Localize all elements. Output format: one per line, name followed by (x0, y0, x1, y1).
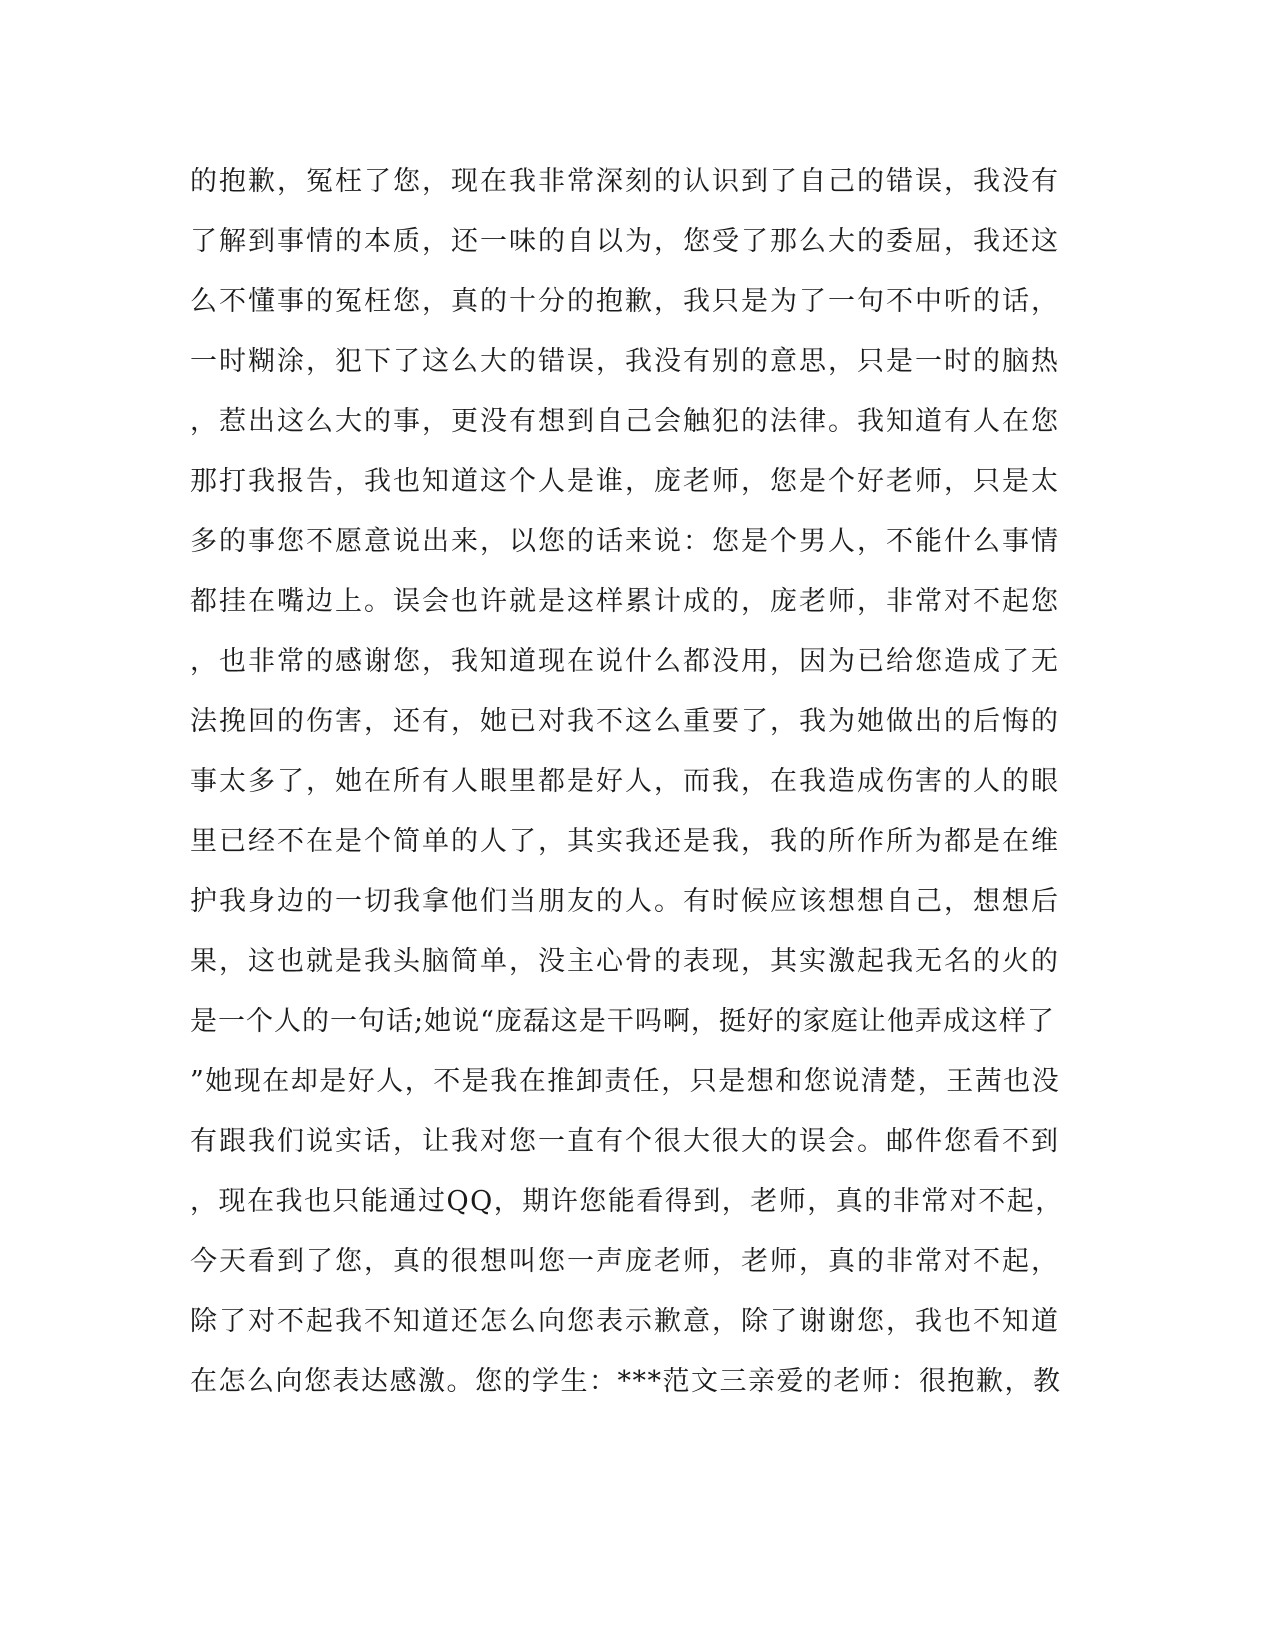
text-line-8: 都挂在嘴边上。误会也许就是这样累计成的，庞老师，非常对不起您 (190, 586, 1060, 617)
text-line-18: ，现在我也只能通过QQ，期许您能看得到，老师，真的非常对不起， (190, 1186, 1064, 1217)
letter-body (190, 162, 1070, 1422)
text-line-12: 里已经不在是个简单的人了，其实我还是我，我的所作所为都是在维 (190, 826, 1060, 857)
text-line-5: ，惹出这么大的事，更没有想到自己会触犯的法律。我知道有人在您 (190, 406, 1060, 437)
text-line-14: 果，这也就是我头脑简单，没主心骨的表现，其实激起我无名的火的 (190, 946, 1060, 977)
text-line-15: 是一个人的一句话;她说“庞磊这是干吗啊，挺好的家庭让他弄成这样了 (190, 1006, 1055, 1037)
text-line-19: 今天看到了您，真的很想叫您一声庞老师，老师，真的非常对不起， (190, 1246, 1060, 1277)
text-line-20: 除了对不起我不知道还怎么向您表示歉意，除了谢谢您，我也不知道 (190, 1306, 1060, 1337)
text-line-16: ”她现在却是好人，不是我在推卸责任，只是想和您说清楚，王茜也没 (190, 1066, 1061, 1097)
text-line-2: 了解到事情的本质，还一味的自以为，您受了那么大的委屈，我还这 (190, 226, 1060, 257)
text-line-10: 法挽回的伤害，还有，她已对我不这么重要了，我为她做出的后悔的 (190, 706, 1060, 737)
text-line-1: 的抱歉，冤枉了您，现在我非常深刻的认识到了自己的错误，我没有 (190, 166, 1060, 197)
text-line-6: 那打我报告，我也知道这个人是谁，庞老师，您是个好老师，只是太 (190, 466, 1060, 497)
text-line-4: 一时糊涂，犯下了这么大的错误，我没有别的意思，只是一时的脑热 (190, 346, 1060, 377)
text-line-3: 么不懂事的冤枉您，真的十分的抱歉，我只是为了一句不中听的话， (190, 286, 1060, 317)
text-line-17: 有跟我们说实话，让我对您一直有个很大很大的误会。邮件您看不到 (190, 1126, 1060, 1157)
text-line-21: 在怎么向您表达感激。您的学生：***范文三亲爱的老师：很抱歉，教 (190, 1366, 1062, 1397)
text-line-11: 事太多了，她在所有人眼里都是好人，而我，在我造成伤害的人的眼 (190, 766, 1060, 797)
text-line-13: 护我身边的一切我拿他们当朋友的人。有时候应该想想自己，想想后 (190, 886, 1060, 917)
text-line-9: ，也非常的感谢您，我知道现在说什么都没用，因为已给您造成了无 (190, 646, 1060, 677)
text-line-7: 多的事您不愿意说出来，以您的话来说：您是个男人，不能什么事情 (190, 526, 1060, 557)
